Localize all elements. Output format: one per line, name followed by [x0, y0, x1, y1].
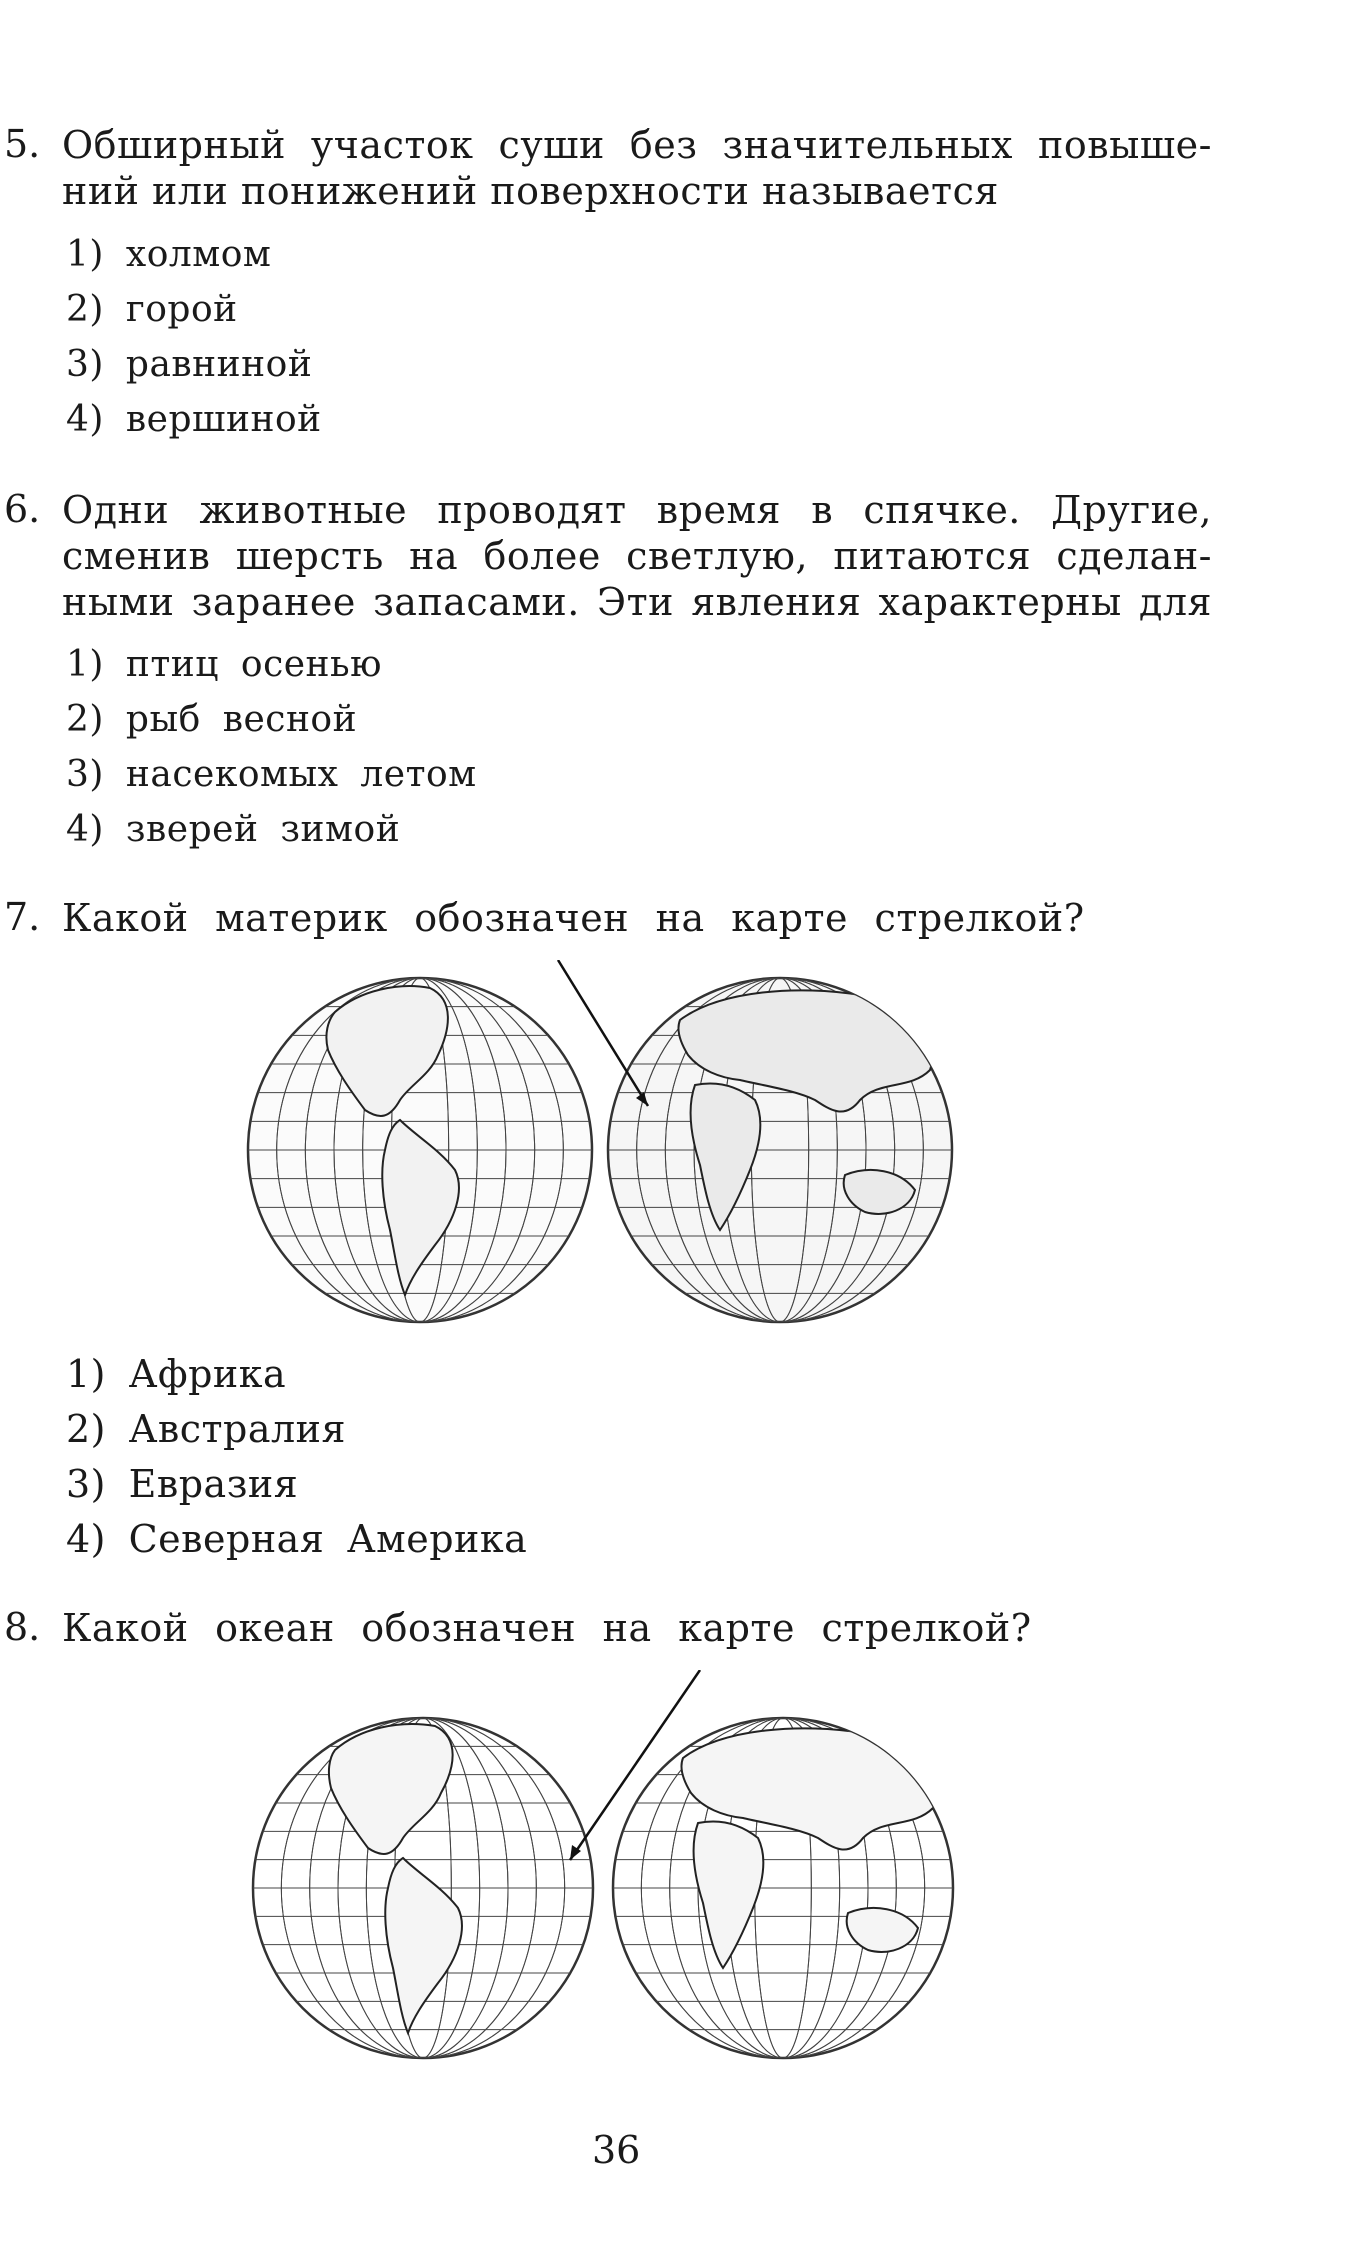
answer-option: 2) рыб весной — [66, 699, 358, 740]
answer-option: 2) горой — [66, 289, 238, 330]
question-text — [62, 122, 1212, 214]
world-map-hemispheres — [240, 960, 980, 1330]
answer-option: 1) Африка — [66, 1352, 287, 1396]
question-number: 5. — [4, 122, 41, 166]
question-number: 7. — [4, 895, 41, 939]
answer-option: 4) зверей зимой — [66, 809, 401, 850]
question-5-text: Обширный участок суши без значительных повыше-ний или понижений поверхности называется — [62, 123, 1212, 213]
question-6-text: Одни животные проводят время в спячке. Другие, сменив шерсть на более светлую, питаются сделан-ными заранее запасами. Эти явления характерны для — [62, 488, 1212, 624]
western-hemisphere — [253, 1718, 593, 2058]
answer-option: 3) равниной — [66, 344, 313, 385]
question-number: 8. — [4, 1605, 41, 1649]
answer-option: 1) холмом — [66, 234, 272, 275]
eastern-hemisphere — [613, 1718, 953, 2058]
eastern-hemisphere — [608, 978, 952, 1322]
question-text: Какой материк обозначен на карте стрелкой? — [62, 896, 1085, 940]
question-number: 6. — [4, 487, 41, 531]
answer-option: 3) насекомых летом — [66, 754, 477, 795]
answer-option: 3) Евразия — [66, 1462, 299, 1506]
question-text — [62, 487, 1212, 625]
question-text: Какой океан обозначен на карте стрелкой? — [62, 1606, 1032, 1650]
world-map-hemispheres — [245, 1670, 985, 2070]
answer-option: 4) Северная Америка — [66, 1517, 528, 1561]
page-number: 36 — [592, 2128, 641, 2172]
answer-option: 4) вершиной — [66, 399, 322, 440]
western-hemisphere — [248, 978, 592, 1322]
answer-option: 1) птиц осенью — [66, 644, 382, 685]
answer-option: 2) Австралия — [66, 1407, 346, 1451]
